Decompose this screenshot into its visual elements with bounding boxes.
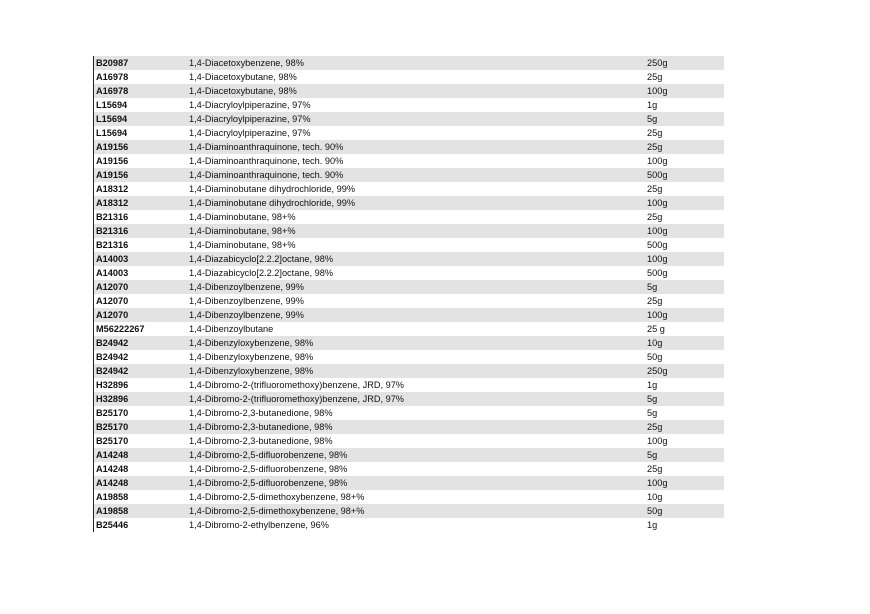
table-row [93,196,724,210]
table-row [93,392,724,406]
product-quantity: 100g [647,156,668,166]
product-code: A19858 [96,506,129,516]
product-description: 1,4-Diaminobutane dihydrochloride, 99% [189,184,355,194]
table-row [93,140,724,154]
product-description: 1,4-Dibenzoylbenzene, 99% [189,296,304,306]
product-quantity: 250g [647,58,668,68]
product-description: 1,4-Dibromo-2,5-difluorobenzene, 98% [189,464,348,474]
product-description: 1,4-Diaminobutane dihydrochloride, 99% [189,198,355,208]
table-row [93,308,724,322]
table-row [93,56,724,70]
product-quantity: 25g [647,212,663,222]
product-code: H32896 [96,380,129,390]
table-row [93,406,724,420]
table-row [93,490,724,504]
product-description: 1,4-Diacryloylpiperazine, 97% [189,128,311,138]
table-row [93,182,724,196]
product-code: A12070 [96,282,129,292]
product-code: B25170 [96,408,129,418]
product-quantity: 500g [647,268,668,278]
product-description: 1,4-Diaminoanthraquinone, tech. 90% [189,170,344,180]
product-code: A18312 [96,184,129,194]
product-code: B24942 [96,366,129,376]
product-description: 1,4-Diazabicyclo[2.2.2]octane, 98% [189,254,334,264]
product-quantity: 5g [647,282,658,292]
product-code: B24942 [96,352,129,362]
product-description: 1,4-Dibromo-2,5-difluorobenzene, 98% [189,450,348,460]
product-description: 1,4-Dibromo-2,3-butanedione, 98% [189,436,333,446]
product-quantity: 25g [647,464,663,474]
product-quantity: 100g [647,310,668,320]
table-row [93,126,724,140]
product-description: 1,4-Dibromo-2-ethylbenzene, 96% [189,520,329,530]
product-description: 1,4-Dibromo-2-(trifluoromethoxy)benzene, JRD, 97% [189,380,404,390]
product-description: 1,4-Dibromo-2,5-difluorobenzene, 98% [189,478,348,488]
table-row [93,518,724,532]
table-row [93,280,724,294]
product-code: A19156 [96,142,129,152]
product-quantity: 25g [647,184,663,194]
product-quantity: 25 g [647,324,665,334]
product-description: 1,4-Diaminobutane, 98+% [189,226,296,236]
product-quantity: 500g [647,170,668,180]
product-quantity: 5g [647,114,658,124]
table-row [93,210,724,224]
product-quantity: 5g [647,394,658,404]
product-description: 1,4-Diaminobutane, 98+% [189,212,296,222]
product-code: A14248 [96,464,129,474]
product-code: A19156 [96,170,129,180]
product-code: L15694 [96,100,128,110]
product-code: A14248 [96,450,129,460]
product-quantity: 100g [647,198,668,208]
product-description: 1,4-Dibromo-2,5-dimethoxybenzene, 98+% [189,506,365,516]
product-code: L15694 [96,128,128,138]
product-code: A14003 [96,268,129,278]
product-description: 1,4-Diacetoxybenzene, 98% [189,58,304,68]
product-code: B20987 [96,58,129,68]
table-row [93,168,724,182]
product-quantity: 50g [647,506,663,516]
table-row [93,434,724,448]
table-row [93,266,724,280]
product-description: 1,4-Diacryloylpiperazine, 97% [189,114,311,124]
product-description: 1,4-Diacetoxybutane, 98% [189,72,297,82]
product-description: 1,4-Dibenzoylbutane [189,324,274,334]
product-code: B21316 [96,226,129,236]
table-row [93,252,724,266]
product-code: A19858 [96,492,129,502]
product-description: 1,4-Diacetoxybutane, 98% [189,86,297,96]
product-quantity: 25g [647,128,663,138]
product-table [93,56,724,532]
product-code: A16978 [96,86,129,96]
product-quantity: 10g [647,492,663,502]
product-quantity: 5g [647,408,658,418]
table-row [93,504,724,518]
product-quantity: 500g [647,240,668,250]
product-code: B25170 [96,436,129,446]
product-code: A16978 [96,72,129,82]
product-quantity: 100g [647,436,668,446]
table-row [93,238,724,252]
product-quantity: 25g [647,72,663,82]
table-row [93,294,724,308]
product-code: A14248 [96,478,129,488]
product-quantity: 10g [647,338,663,348]
product-quantity: 100g [647,478,668,488]
table-row [93,154,724,168]
product-quantity: 100g [647,86,668,96]
product-code: B25170 [96,422,129,432]
table-row [93,378,724,392]
product-quantity: 1g [647,380,658,390]
product-description: 1,4-Diaminoanthraquinone, tech. 90% [189,142,344,152]
product-description: 1,4-Dibromo-2,3-butanedione, 98% [189,422,333,432]
table-row [93,462,724,476]
product-description: 1,4-Dibromo-2,3-butanedione, 98% [189,408,333,418]
product-code: B24942 [96,338,129,348]
product-code: B21316 [96,212,129,222]
product-description: 1,4-Dibromo-2,5-dimethoxybenzene, 98+% [189,492,365,502]
product-quantity: 100g [647,226,668,236]
product-quantity: 25g [647,142,663,152]
product-quantity: 5g [647,450,658,460]
table-row [93,350,724,364]
table-row [93,322,724,336]
product-code: B21316 [96,240,129,250]
table-row [93,420,724,434]
product-description: 1,4-Dibenzoylbenzene, 99% [189,310,304,320]
product-code: A18312 [96,198,129,208]
product-description: 1,4-Dibenzyloxybenzene, 98% [189,366,314,376]
table-row [93,70,724,84]
table-row [93,448,724,462]
product-quantity: 100g [647,254,668,264]
product-code: B25446 [96,520,129,530]
product-quantity: 25g [647,296,663,306]
table-row [93,476,724,490]
product-code: A14003 [96,254,129,264]
product-description: 1,4-Diazabicyclo[2.2.2]octane, 98% [189,268,334,278]
table-row [93,224,724,238]
table-row [93,112,724,126]
product-quantity: 250g [647,366,668,376]
product-description: 1,4-Diacryloylpiperazine, 97% [189,100,311,110]
product-description: 1,4-Diaminobutane, 98+% [189,240,296,250]
table-row [93,98,724,112]
product-code: L15694 [96,114,128,124]
table-row [93,84,724,98]
product-description: 1,4-Diaminoanthraquinone, tech. 90% [189,156,344,166]
product-quantity: 25g [647,422,663,432]
product-code: A19156 [96,156,129,166]
product-quantity: 50g [647,352,663,362]
table-row [93,336,724,350]
product-description: 1,4-Dibenzoylbenzene, 99% [189,282,304,292]
product-code: A12070 [96,310,129,320]
product-quantity: 1g [647,520,658,530]
product-description: 1,4-Dibromo-2-(trifluoromethoxy)benzene, JRD, 97% [189,394,404,404]
product-quantity: 1g [647,100,658,110]
product-code: A12070 [96,296,129,306]
product-code: M56222267 [96,324,145,334]
table-row [93,364,724,378]
product-description: 1,4-Dibenzyloxybenzene, 98% [189,338,314,348]
product-description: 1,4-Dibenzyloxybenzene, 98% [189,352,314,362]
product-code: H32896 [96,394,129,404]
